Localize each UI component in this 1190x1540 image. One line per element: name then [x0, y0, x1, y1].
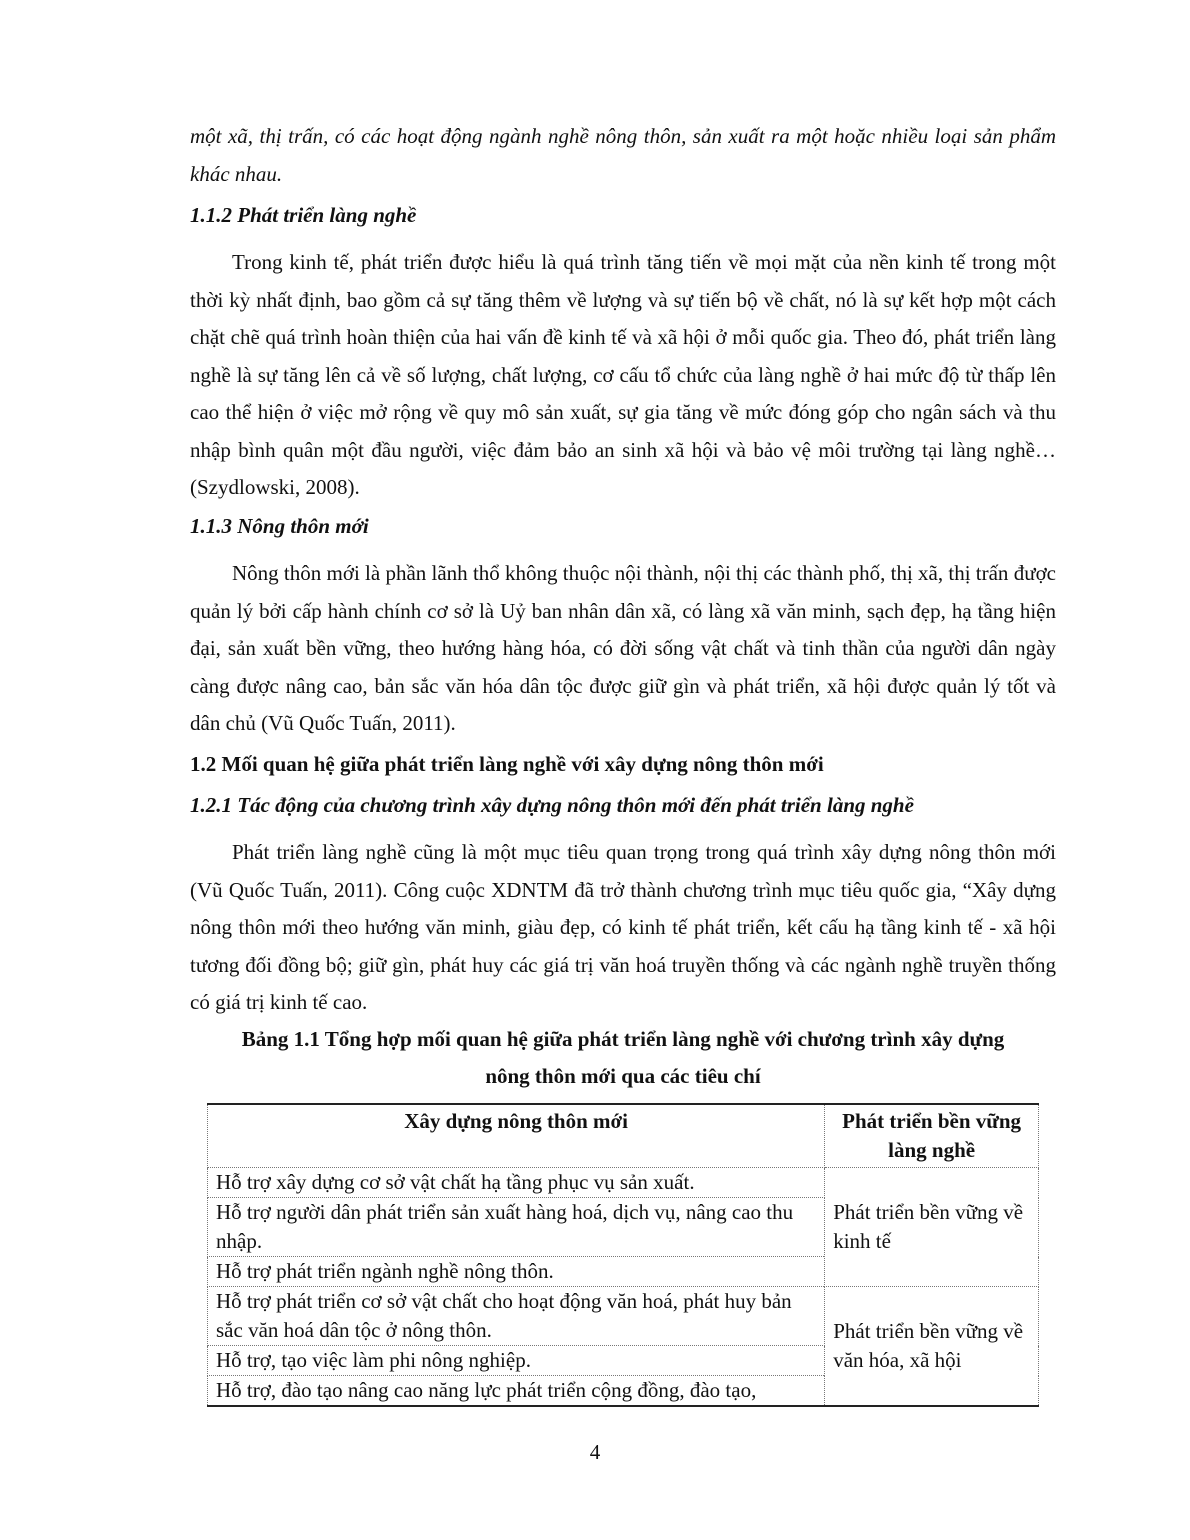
table-row: [208, 1168, 1039, 1198]
criteria-table: [207, 1103, 1039, 1407]
table-header-ptbv: Phát triển bền vững làng nghề: [825, 1104, 1039, 1168]
heading-1-2: 1.2 Mối quan hệ giữa phát triển làng nghề với xây dựng nông thôn mới: [190, 752, 824, 776]
intro-continuation: một xã, thị trấn, có các hoạt động ngành nghề nông thôn, sản xuất ra một hoặc nhiều loại sản phẩm khác nhau.: [190, 124, 1056, 186]
table-header-ntm: Xây dựng nông thôn mới: [208, 1104, 825, 1168]
table-cell: Hỗ trợ phát triển cơ sở vật chất cho hoạt động văn hoá, phát huy bản sắc văn hoá dân tộc ở nông thôn.: [208, 1287, 825, 1346]
table-cell: Hỗ trợ, tạo việc làm phi nông nghiệp.: [208, 1346, 825, 1376]
table-header-row: [208, 1104, 1039, 1168]
table-row: [208, 1287, 1039, 1346]
paragraph-1-1-3: Nông thôn mới là phần lãnh thổ không thuộc nội thành, nội thị các thành phố, thị xã, thị trấn được quản lý bởi cấp hành chính cơ sở là Uỷ ban nhân dân xã, có làng xã văn minh, sạch đẹp, hạ tầng hiện đại, sản xuất bền vững, theo hướng hàng hóa, có đời sống vật chất và tinh thần của người dân ngày càng được nâng cao, bản sắc văn hóa dân tộc được giữ gìn và phát triển, xã hội được quản lý tốt và dân chủ (Vũ Quốc Tuấn, 2011).: [190, 561, 1056, 735]
table-caption: [190, 1021, 1056, 1095]
heading-1-1-2: 1.1.2 Phát triển làng nghề: [190, 203, 417, 227]
table-cell: Hỗ trợ xây dựng cơ sở vật chất hạ tầng phục vụ sản xuất.: [208, 1168, 825, 1198]
page-number: 4: [589, 1440, 601, 1464]
table-group-label-economic: Phát triển bền vững về kinh tế: [825, 1168, 1039, 1287]
paragraph-1-1-2: Trong kinh tế, phát triển được hiểu là quá trình tăng tiến về mọi mặt của nền kinh tế trong một thời kỳ nhất định, bao gồm cả sự tăng thêm về lượng và sự tiến bộ về chất, nó là sự kết hợp một cách chặt chẽ quá trình hoàn thiện của hai vấn đề kinh tế và xã hội ở mỗi quốc gia. Theo đó, phát triển làng nghề là sự tăng lên cả về số lượng, chất lượng, cơ cấu tổ chức của làng nghề ở hai mức độ từ thấp lên cao thể hiện ở việc mở rộng về quy mô sản xuất, sự gia tăng về mức đóng góp cho ngân sách và thu nhập bình quân một đầu người, việc đảm bảo an sinh xã hội và bảo vệ môi trường tại làng nghề… (Szydlowski, 2008).: [190, 250, 1056, 499]
table-group-label-social: Phát triển bền vững về văn hóa, xã hội: [825, 1287, 1039, 1407]
table-caption-line2: nông thôn mới qua các tiêu chí: [485, 1064, 761, 1088]
table-caption-line1: Bảng 1.1 Tổng hợp mối quan hệ giữa phát triển làng nghề với chương trình xây dựng: [241, 1027, 1005, 1051]
table-cell: Hỗ trợ phát triển ngành nghề nông thôn.: [208, 1257, 825, 1287]
table-cell: Hỗ trợ, đào tạo nâng cao năng lực phát triển cộng đồng, đào tạo,: [208, 1376, 825, 1407]
heading-1-2-1: 1.2.1 Tác động của chương trình xây dựng nông thôn mới đến phát triển làng nghề: [190, 793, 914, 817]
heading-1-1-3: 1.1.3 Nông thôn mới: [190, 514, 369, 538]
table-cell: Hỗ trợ người dân phát triển sản xuất hàng hoá, dịch vụ, nâng cao thu nhập.: [208, 1198, 825, 1257]
paragraph-1-2-1: Phát triển làng nghề cũng là một mục tiêu quan trọng trong quá trình xây dựng nông thôn mới (Vũ Quốc Tuấn, 2011). Công cuộc XDNTM đã trở thành chương trình mục tiêu quốc gia, “Xây dựng nông thôn mới theo hướng văn minh, giàu đẹp, có kinh tế phát triển, kết cấu hạ tầng kinh tế - xã hội tương đối đồng bộ; giữ gìn, phát huy các giá trị văn hoá truyền thống và các ngành nghề truyền thống có giá trị kinh tế cao.: [190, 840, 1056, 1014]
